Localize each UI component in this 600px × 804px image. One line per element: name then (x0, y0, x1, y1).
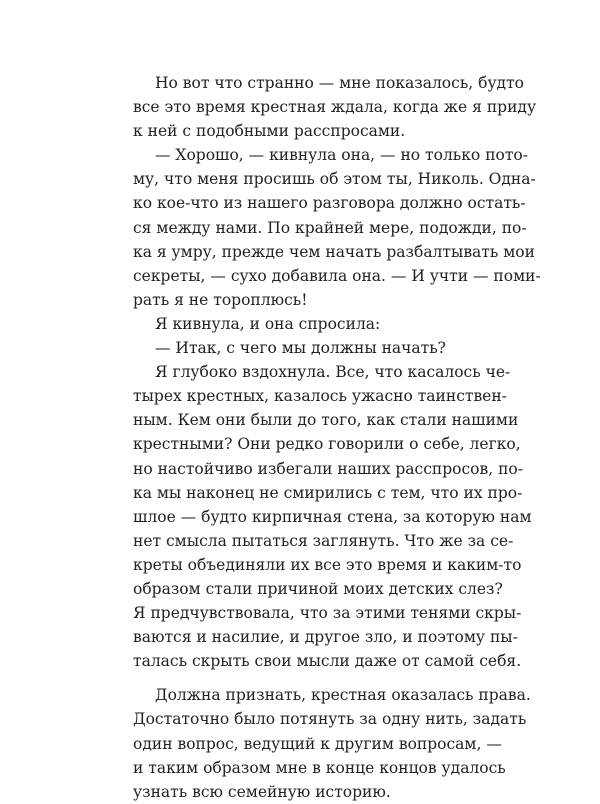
paragraph (133, 360, 532, 673)
paragraph (133, 336, 478, 360)
text-line: и таким образом мне в конце концов удалось (133, 758, 506, 777)
text-line: ко кое-что из нашего разговора должно остать- (133, 194, 526, 213)
paragraph (133, 71, 537, 143)
text-line: Я кивнула, и она спросила: (155, 314, 381, 333)
text-line: креты объединяли их все это время и каким-то (133, 555, 522, 574)
text-line: талась скрыть свои мысли даже от самой себя. (133, 652, 522, 671)
text-line: к ней с подобными расспросами. (133, 122, 406, 141)
text-line: ка я умру, прежде чем начать разбалтывать мои (133, 242, 535, 261)
text-line: рать я не тороплюсь! (133, 290, 308, 309)
text-line: ным. Кем они были до того, как стали нашими (133, 411, 519, 430)
text-line: образом стали причиной моих детских слез? (133, 579, 503, 598)
text-line: Достаточно было потянуть за одну нить, задать (133, 710, 527, 729)
text-line: один вопрос, ведущий к другим вопросам, — (133, 734, 502, 753)
text-line: ся между нами. По крайней мере, подожди, по- (133, 218, 527, 237)
text-line: секреты, — сухо добавила она. — И учти — поми- (133, 266, 541, 285)
text-line: но настойчиво избегали наших расспросов, по- (133, 459, 523, 478)
text-line: узнать всю семейную историю. (133, 782, 391, 801)
text-line: Я предчувствовала, что за этими тенями скры- (133, 604, 522, 623)
text-line: ваются и насилие, и другое зло, и поэтому пы- (133, 628, 518, 647)
body-text (133, 71, 541, 804)
text-line: му, что меня просишь об этом ты, Николь. Одна- (133, 170, 536, 189)
text-line: все это время крестная ждала, когда же я приду (133, 98, 537, 117)
paragraph (133, 312, 478, 336)
text-line: тырех крестных, казалось ужасно таинствен- (133, 387, 507, 406)
text-line: крестными? Они редко говорили о себе, легко, (133, 435, 521, 454)
text-line: нет смысла пытаться заглянуть. Что же за се- (133, 531, 514, 550)
text-line: Но вот что странно — мне показалось, будто (155, 74, 525, 92)
paragraph (133, 683, 531, 803)
text-line: — Итак, с чего мы должны начать? (155, 339, 446, 358)
text-line: шлое — будто кирпичная стена, за которую нам (133, 507, 532, 526)
text-line: Я глубоко вздохнула. Все, что касалось че- (155, 363, 511, 382)
paragraph (133, 143, 541, 312)
text-line: Должна признать, крестная оказалась права. (155, 686, 531, 705)
text-line: ка мы наконец не смирились с тем, что их про- (133, 483, 523, 502)
text-line: — Хорошо, — кивнула она, — но только пото- (155, 146, 528, 165)
